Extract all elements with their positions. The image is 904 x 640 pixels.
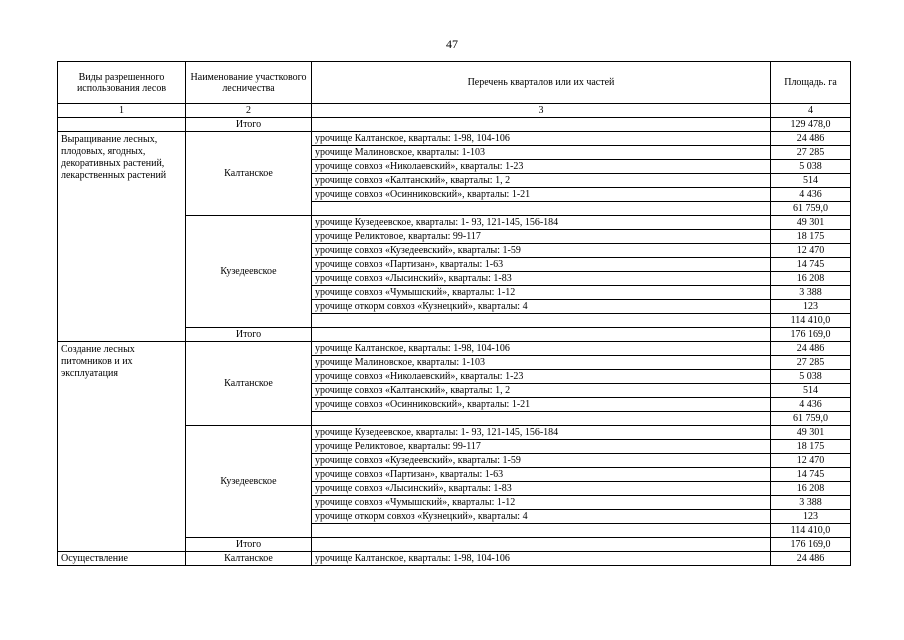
forestry-cell: Кузедеевское [186, 426, 312, 538]
total-label: Итого [186, 118, 312, 132]
quarters-cell: урочище совхоз «Партизан», кварталы: 1-63 [312, 468, 771, 482]
subtotal-area: 114 410,0 [771, 314, 851, 328]
quarters-cell: урочище совхоз «Чумышский», кварталы: 1-12 [312, 496, 771, 510]
total-area: 129 478,0 [771, 118, 851, 132]
quarters-cell: урочище Реликтовое, кварталы: 99-117 [312, 230, 771, 244]
area-cell: 12 470 [771, 244, 851, 258]
area-cell: 12 470 [771, 454, 851, 468]
table-header-row [58, 62, 851, 104]
quarters-cell: урочище совхоз «Калтанский», кварталы: 1, 2 [312, 174, 771, 188]
quarters-cell: урочище Калтанское, кварталы: 1-98, 104-106 [312, 132, 771, 146]
area-cell: 3 388 [771, 286, 851, 300]
forestry-cell: Калтанское [186, 132, 312, 216]
use-type-cell: Выращивание лесных, плодовых, ягодных, декоративных растений, лекарственных растений [58, 132, 186, 342]
total-area: 176 169,0 [771, 538, 851, 552]
column-number-row [58, 104, 851, 118]
column-number: 4 [771, 104, 851, 118]
quarters-cell: урочище совхоз «Кузедеевский», кварталы: 1-59 [312, 454, 771, 468]
table-row [58, 132, 851, 146]
area-cell: 27 285 [771, 356, 851, 370]
forest-use-table [57, 61, 851, 566]
forestry-cell: Калтанское [186, 342, 312, 426]
quarters-cell: урочище Малиновское, кварталы: 1-103 [312, 356, 771, 370]
quarters-cell: урочище Кузедеевское, кварталы: 1- 93, 121-145, 156-184 [312, 216, 771, 230]
quarters-cell: урочище Кузедеевское, кварталы: 1- 93, 121-145, 156-184 [312, 426, 771, 440]
area-cell: 5 038 [771, 160, 851, 174]
column-number: 2 [186, 104, 312, 118]
header-forestry: Наименование участкового лесничества [186, 62, 312, 104]
use-type-cell: Создание лесных питомников и их эксплуатация [58, 342, 186, 552]
forestry-cell: Кузедеевское [186, 216, 312, 328]
area-cell: 49 301 [771, 426, 851, 440]
total-row [58, 118, 851, 132]
column-number: 1 [58, 104, 186, 118]
quarters-cell: урочище совхоз «Кузедеевский», кварталы: 1-59 [312, 244, 771, 258]
area-cell: 24 486 [771, 552, 851, 566]
quarters-cell: урочище совхоз «Осинниковский», кварталы: 1-21 [312, 188, 771, 202]
area-cell: 4 436 [771, 398, 851, 412]
quarters-cell: урочище совхоз «Лысинский», кварталы: 1-83 [312, 272, 771, 286]
quarters-cell: урочище Реликтовое, кварталы: 99-117 [312, 440, 771, 454]
area-cell: 123 [771, 300, 851, 314]
subtotal-area: 61 759,0 [771, 202, 851, 216]
area-cell: 24 486 [771, 342, 851, 356]
area-cell: 5 038 [771, 370, 851, 384]
quarters-cell: урочище Калтанское, кварталы: 1-98, 104-106 [312, 552, 771, 566]
quarters-cell: урочище Калтанское, кварталы: 1-98, 104-106 [312, 342, 771, 356]
area-cell: 514 [771, 384, 851, 398]
area-cell: 514 [771, 174, 851, 188]
quarters-cell: урочище совхоз «Калтанский», кварталы: 1, 2 [312, 384, 771, 398]
forestry-cell: Калтанское [186, 552, 312, 566]
quarters-cell: урочище совхоз «Партизан», кварталы: 1-63 [312, 258, 771, 272]
page-number: 47 [446, 37, 458, 51]
area-cell: 16 208 [771, 482, 851, 496]
subtotal-area: 61 759,0 [771, 412, 851, 426]
table-row [58, 342, 851, 356]
table-row [58, 552, 851, 566]
quarters-cell: урочище совхоз «Николаевский», кварталы: 1-23 [312, 370, 771, 384]
area-cell: 49 301 [771, 216, 851, 230]
use-type-cell: Осуществление [58, 552, 186, 566]
area-cell: 123 [771, 510, 851, 524]
header-use-type: Виды разрешенного использования лесов [58, 62, 186, 104]
area-cell: 14 745 [771, 258, 851, 272]
area-cell: 27 285 [771, 146, 851, 160]
total-label: Итого [186, 538, 312, 552]
quarters-cell: урочище совхоз «Николаевский», кварталы: 1-23 [312, 160, 771, 174]
quarters-cell: урочище откорм совхоз «Кузнецкий», кварталы: 4 [312, 510, 771, 524]
quarters-cell: урочище откорм совхоз «Кузнецкий», кварталы: 4 [312, 300, 771, 314]
quarters-cell: урочище Малиновское, кварталы: 1-103 [312, 146, 771, 160]
subtotal-area: 114 410,0 [771, 524, 851, 538]
total-area: 176 169,0 [771, 328, 851, 342]
area-cell: 4 436 [771, 188, 851, 202]
header-quarters: Перечень кварталов или их частей [312, 62, 771, 104]
area-cell: 24 486 [771, 132, 851, 146]
area-cell: 16 208 [771, 272, 851, 286]
total-label: Итого [186, 328, 312, 342]
quarters-cell: урочище совхоз «Чумышский», кварталы: 1-12 [312, 286, 771, 300]
area-cell: 3 388 [771, 496, 851, 510]
area-cell: 14 745 [771, 468, 851, 482]
header-area: Площадь. га [771, 62, 851, 104]
quarters-cell: урочище совхоз «Лысинский», кварталы: 1-83 [312, 482, 771, 496]
area-cell: 18 175 [771, 440, 851, 454]
quarters-cell: урочище совхоз «Осинниковский», кварталы: 1-21 [312, 398, 771, 412]
column-number: 3 [312, 104, 771, 118]
area-cell: 18 175 [771, 230, 851, 244]
